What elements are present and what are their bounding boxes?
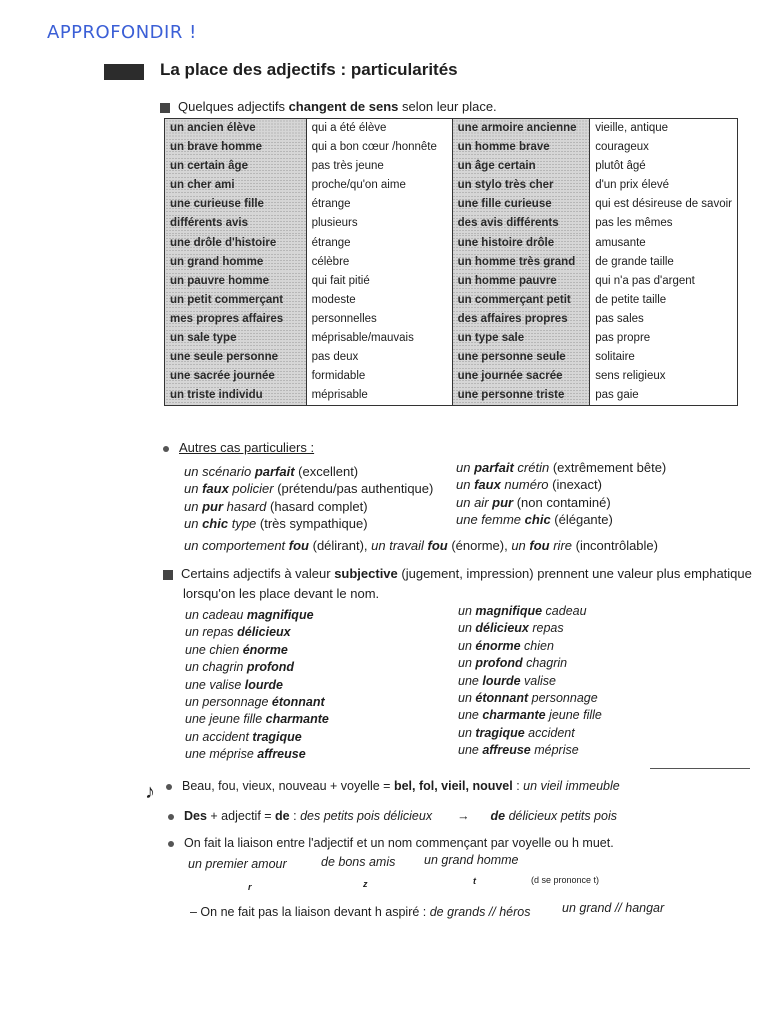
adjective-after-cell: une personne seule [452,348,590,367]
title-marker [104,64,144,80]
meaning-after-cell: qui n'a pas d'argent [595,274,695,287]
subjective-right-list [458,603,602,760]
meaning-after-cell: pas sales [595,312,644,325]
meaning-before-cell: étrange [306,234,452,253]
adjective-after-cell: une personne triste [452,386,590,406]
h-aspire-example-2: un grand // hangar [562,901,665,915]
list-item: un repas délicieux [185,625,291,640]
autres-right-list [456,459,666,529]
meaning-after-cell: vieille, antique [595,122,669,134]
meaning-before-cell: qui a été élève [306,119,452,139]
liaison-example-3: un grand homme [424,853,519,867]
dot-bullet-icon [168,814,174,820]
table-row [165,119,738,139]
list-item: un chic type (très sympathique) [184,516,368,532]
subjective-left-list [185,607,329,764]
adjective-after-cell: des avis différents [452,214,590,233]
meaning-after-cell: amusante [595,236,646,249]
meaning-before-cell: pas très jeune [306,157,452,176]
meaning-after-cell: solitaire [595,351,635,364]
liaison-sound-r: r [248,882,252,892]
handwritten-note: APPROFONDIR ! [47,22,197,43]
list-item: un profond chagrin [458,656,568,671]
rule-liaison: On fait la liaison entre l'adjectif et un nom commençant par voyelle ou h muet. [168,836,614,850]
adjective-after-cell: un commerçant petit [452,291,590,310]
adjective-before-cell: une seule personne [165,348,307,367]
list-item: une chien énorme [185,642,288,657]
autres-heading [163,440,314,455]
list-item: un cadeau magnifique [185,608,314,622]
list-item: une jeune fille charmante [185,712,329,727]
meaning-after-cell: pas propre [595,332,651,345]
list-item: un accident tragique [185,729,302,744]
adjective-after-cell: un type sale [452,329,590,348]
list-item: une méprise affreuse [185,747,306,762]
adjective-after-cell: une journée sacrée [452,367,590,386]
adjective-before-cell: un certain âge [165,157,307,176]
liaison-note: (d se prononce t) [531,875,600,885]
table-row [165,291,738,310]
list-item: un chagrin profond [185,660,295,675]
list-item: une valise lourde [185,677,283,692]
adjective-after-cell: un homme brave [452,138,590,157]
square-bullet-icon [163,570,173,580]
adjective-before-cell: un triste individu [165,386,307,406]
meaning-after-cell: courageux [595,141,649,154]
adjective-before-cell: un ancien élève [165,119,307,139]
adjective-before-cell: une curieuse fille [165,195,307,214]
meaning-before-cell: proche/qu'on aime [306,176,452,195]
autres-heading-text: Autres cas particuliers : [179,440,315,455]
meaning-before-cell: méprisable/mauvais [306,329,452,348]
adjective-after-cell: un homme très grand [452,253,590,272]
section1-intro [160,99,497,114]
liaison-example-1: un premier amour [188,857,287,871]
rule-h-aspire: – On ne fait pas la liaison devant h aspiré : de grands // héros [190,905,531,919]
table-row [165,386,738,406]
meaning-after-cell: qui est désireuse de savoir [595,198,732,211]
adjective-before-cell: une drôle d'histoire [165,234,307,253]
meaning-before-cell: célèbre [306,253,452,272]
adjectives-table-body [165,119,738,406]
table-row [165,234,738,253]
table-row [165,272,738,291]
adjective-before-cell: différents avis [165,214,307,233]
dot-bullet-icon [168,841,174,847]
section2-intro-line1: Certains adjectifs à valeur subjective (jugement, impression) prennent une valeur plus emphatique [163,566,752,581]
adjective-after-cell: des affaires propres [452,310,590,329]
divider [650,768,750,769]
list-item: un faux policier (prétendu/pas authentique) [184,481,434,497]
list-item: un faux numéro (inexact) [456,477,602,493]
meaning-after-cell: de petite taille [595,293,667,306]
meaning-before-cell: méprisable [306,386,452,406]
page-title: La place des adjectifs : particularités [160,60,458,79]
list-item: un pur hasard (hasard complet) [184,498,368,514]
music-note-icon: ♪ [145,781,155,803]
table-row [165,310,738,329]
adjectives-table [164,118,738,406]
table-row [165,348,738,367]
list-item: une charmante jeune fille [458,708,602,723]
autres-last-line: un comportement fou (délirant), un travail fou (énorme), un fou rire (incontrôlable) [184,538,658,553]
section1-intro-end: selon leur place. [398,99,497,114]
meaning-after-cell: d'un prix élevé [595,179,669,192]
meaning-before-cell: plusieurs [306,214,452,233]
adjective-before-cell: un brave homme [165,138,307,157]
section1-intro-text: Quelques adjectifs [178,99,289,114]
dot-bullet-icon [163,446,169,452]
section2-intro-line2: lorsqu'on les place devant le nom. [183,586,380,601]
meaning-after-cell: plutôt âgé [595,160,646,173]
liaison-sound-t: t [473,876,476,886]
table-row [165,329,738,348]
adjective-before-cell: une sacrée journée [165,367,307,386]
list-item: un étonnant personnage [458,690,598,705]
adjective-after-cell: un âge certain [452,157,590,176]
table-row [165,195,738,214]
table-row [165,176,738,195]
dot-bullet-icon [166,784,172,790]
meaning-after-cell: de grande taille [595,255,674,268]
meaning-before-cell: modeste [306,291,452,310]
list-item: une femme chic (élégante) [456,512,613,528]
list-item: un personnage étonnant [185,694,325,709]
adjective-after-cell: un homme pauvre [452,272,590,291]
meaning-before-cell: pas deux [306,348,452,367]
table-row [165,214,738,233]
adjective-before-cell: un petit commerçant [165,291,307,310]
list-item: une lourde valise [458,673,556,688]
adjective-before-cell: un grand homme [165,253,307,272]
table-row [165,253,738,272]
meaning-before-cell: étrange [306,195,452,214]
adjective-before-cell: un cher ami [165,176,307,195]
meaning-before-cell: qui a bon cœur /honnête [306,138,452,157]
liaison-example-2: de bons amis [321,855,396,869]
section1-intro-bold: changent de sens [288,99,399,114]
adjective-after-cell: un stylo très cher [452,176,590,195]
meaning-before-cell: personnelles [306,310,452,329]
adjective-before-cell: un pauvre homme [165,272,307,291]
rule-des-de: Des + adjectif = de : des petits pois délicieux → de délicieux petits pois [168,809,617,823]
square-bullet-icon [160,103,170,113]
adjective-before-cell: mes propres affaires [165,310,307,329]
list-item: un scénario parfait (excellent) [184,464,359,479]
list-item: un air pur (non contaminé) [456,494,611,510]
meaning-before-cell: qui fait pitié [306,272,452,291]
table-row [165,157,738,176]
table-row [165,367,738,386]
list-item: un parfait crétin (extrêmement bête) [456,460,667,475]
list-item: un délicieux repas [458,621,564,636]
list-item: un énorme chien [458,638,554,653]
rule-bel-fol: Beau, fou, vieux, nouveau + voyelle = bel, fol, vieil, nouvel : un vieil immeuble [166,779,620,793]
meaning-before-cell: formidable [306,367,452,386]
meaning-after-cell: pas gaie [595,389,639,402]
list-item: un magnifique cadeau [458,604,587,618]
liaison-sound-z: z [363,879,368,889]
list-item: une affreuse méprise [458,743,579,758]
adjective-before-cell: un sale type [165,329,307,348]
list-item: un tragique accident [458,725,575,740]
autres-left-list [184,463,433,533]
meaning-after-cell: sens religieux [595,370,666,383]
meaning-after-cell: pas les mêmes [595,217,673,230]
adjective-after-cell: une histoire drôle [452,234,590,253]
arrow-icon: → [457,809,470,823]
table-row [165,138,738,157]
adjective-after-cell: une armoire ancienne [452,119,590,139]
adjective-after-cell: une fille curieuse [452,195,590,214]
